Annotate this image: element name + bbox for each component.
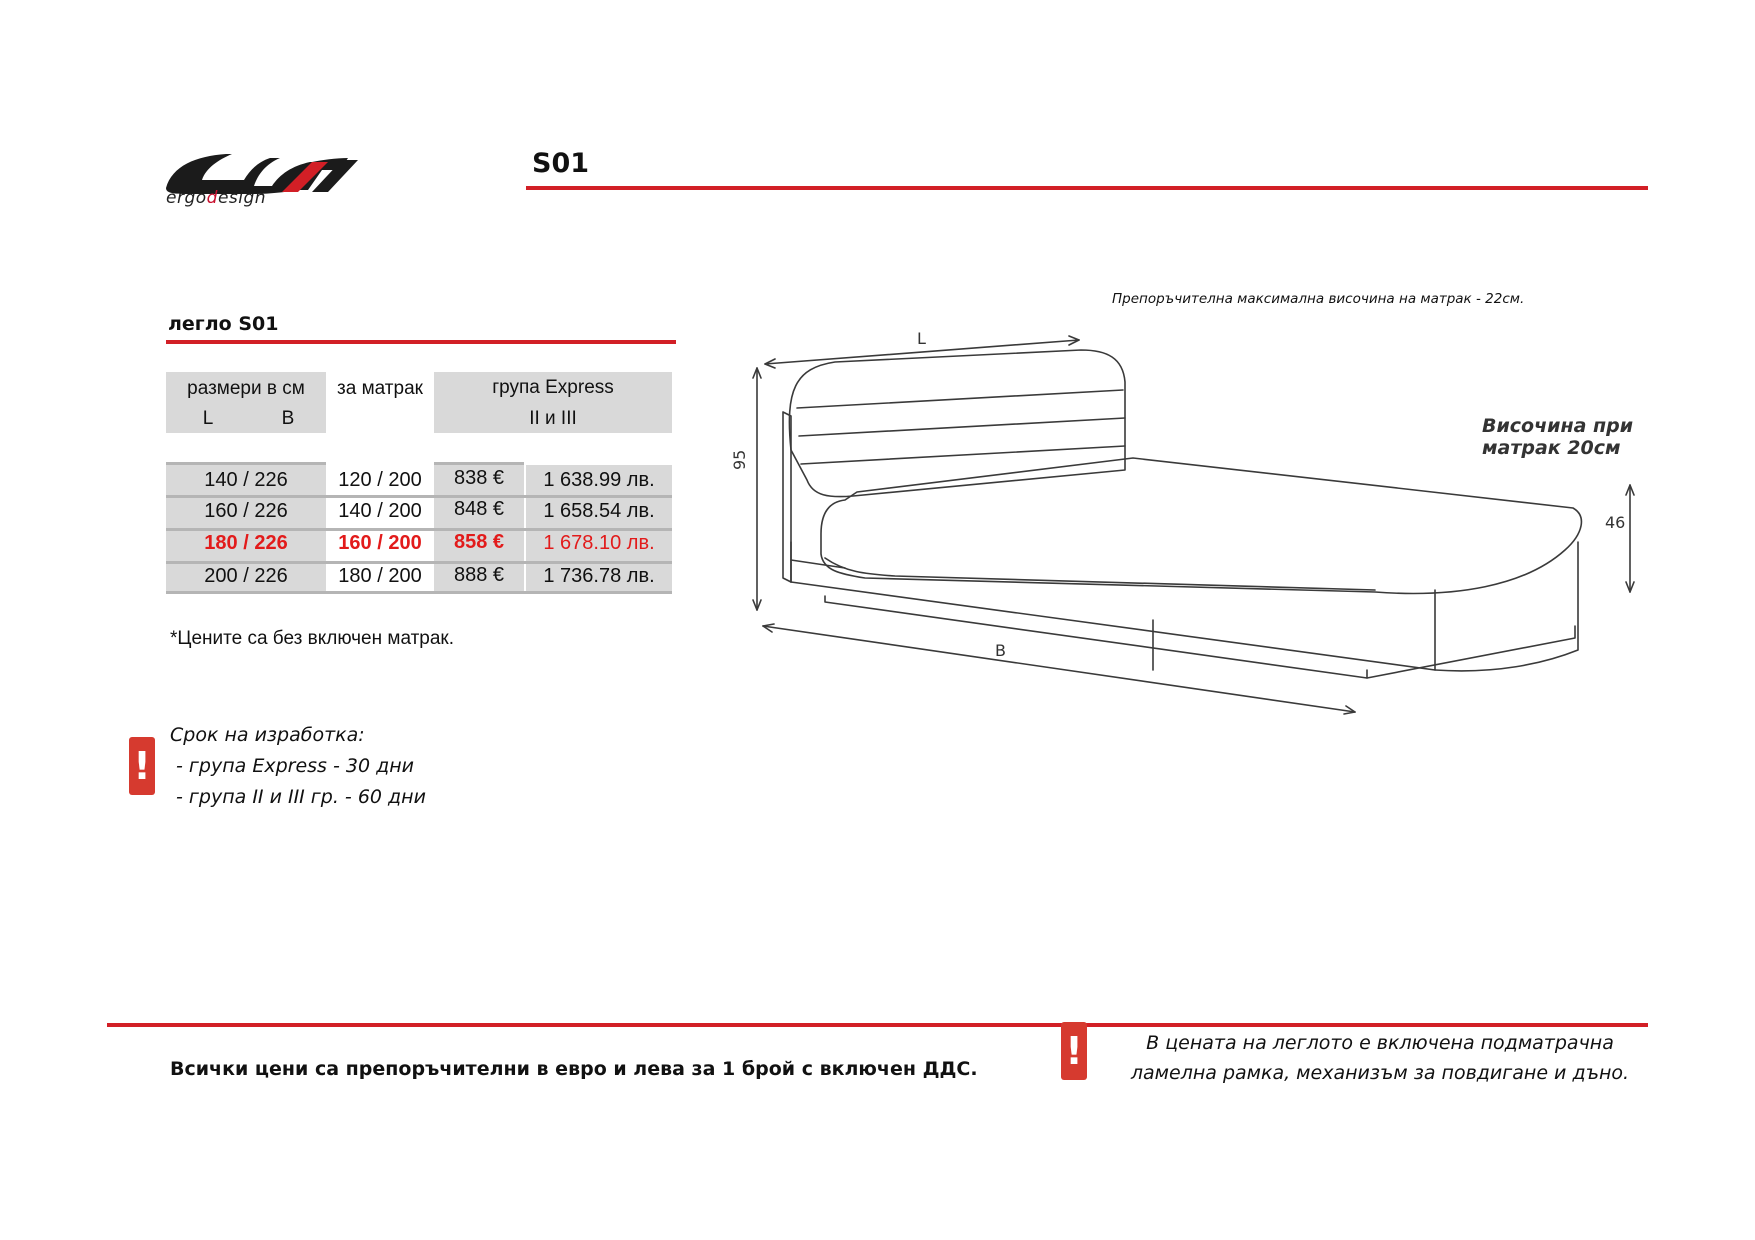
base-line bbox=[791, 560, 845, 568]
size-cell: 140 / 226 bbox=[204, 469, 288, 491]
product-name: легло S01 bbox=[168, 313, 279, 335]
table-row bbox=[166, 465, 672, 495]
title-divider bbox=[526, 186, 1648, 190]
mattress-height-note: Препоръчителна максимална височина на матрак - 22см. bbox=[1112, 291, 1525, 307]
header-group-sub: II и III bbox=[529, 408, 577, 429]
bed-drawing bbox=[730, 320, 1650, 735]
eur-price: 848 € bbox=[453, 498, 505, 520]
price-note: *Цените са без включен матрак. bbox=[170, 628, 455, 649]
dimension-label-46: 46 bbox=[1605, 513, 1626, 532]
bgn-price: 1 638.99 лв. bbox=[543, 469, 655, 491]
table-row bbox=[166, 498, 672, 528]
size-cell: 160 / 226 bbox=[204, 500, 288, 522]
mattress-cell: 160 / 200 bbox=[338, 532, 422, 554]
header-col-L: L bbox=[202, 408, 214, 429]
cushion-seam bbox=[801, 446, 1125, 464]
bed-base-side bbox=[791, 582, 1435, 670]
cushion-seam bbox=[797, 390, 1123, 408]
table-row-highlight bbox=[166, 531, 672, 561]
bgn-price: 1 658.54 лв. bbox=[543, 500, 655, 522]
price-table bbox=[166, 462, 672, 594]
bgn-price: 1 736.78 лв. bbox=[543, 565, 655, 587]
mattress-cell: 120 / 200 bbox=[338, 469, 422, 491]
cushion-seam bbox=[799, 418, 1125, 436]
exclamation-icon: ! bbox=[1061, 1022, 1087, 1080]
mattress bbox=[821, 458, 1581, 593]
table-row bbox=[166, 564, 672, 594]
height-label-line-2: матрак 20см bbox=[1482, 437, 1621, 459]
product-divider bbox=[166, 340, 676, 344]
mattress-cell: 140 / 200 bbox=[338, 500, 422, 522]
eur-price: 838 € bbox=[453, 467, 505, 489]
header-mattress-label: за матрак bbox=[337, 378, 423, 399]
height-label-line-1: Височина при bbox=[1482, 415, 1634, 437]
price-disclaimer: Всички цени са препоръчителни в евро и лева за 1 брой с включен ДДС. bbox=[170, 1058, 978, 1080]
bgn-price: 1 678.10 лв. bbox=[543, 532, 655, 554]
header-sizes-label: размери в см bbox=[187, 378, 305, 399]
included-line-2: ламелна рамка, механизъм за повдигане и дъно. bbox=[1130, 1062, 1630, 1084]
dimension-label-B: B bbox=[995, 641, 1006, 660]
eur-price: 858 € bbox=[453, 531, 505, 553]
mattress-cell: 180 / 200 bbox=[338, 565, 422, 587]
footer-divider bbox=[107, 1023, 1648, 1027]
page-title: S01 bbox=[532, 148, 590, 179]
lead-time-groups: - група II и III гр. - 60 дни bbox=[170, 786, 426, 808]
dimension-label-95: 95 bbox=[730, 449, 749, 470]
size-cell: 200 / 226 bbox=[204, 565, 288, 587]
lead-time-express: - група Express - 30 дни bbox=[170, 755, 414, 777]
included-note bbox=[1120, 1028, 1640, 1088]
bed-plinth bbox=[825, 596, 1367, 678]
dimension-label-L: L bbox=[917, 329, 926, 348]
dimension-line-B bbox=[763, 626, 1355, 712]
logo-wordmark: ergodesign bbox=[166, 188, 267, 208]
eur-price: 888 € bbox=[453, 564, 505, 586]
included-line-1: В цената на леглото е включена подматрачна bbox=[1146, 1032, 1614, 1054]
lead-time-title: Срок на изработка: bbox=[170, 724, 365, 746]
headboard-cushion bbox=[789, 350, 1125, 497]
header-group-label: група Express bbox=[492, 377, 614, 398]
lead-time-block bbox=[170, 720, 426, 813]
exclamation-icon: ! bbox=[129, 737, 155, 795]
header-col-B: B bbox=[281, 408, 295, 429]
size-cell: 180 / 226 bbox=[204, 532, 288, 554]
row-separator bbox=[166, 591, 672, 594]
